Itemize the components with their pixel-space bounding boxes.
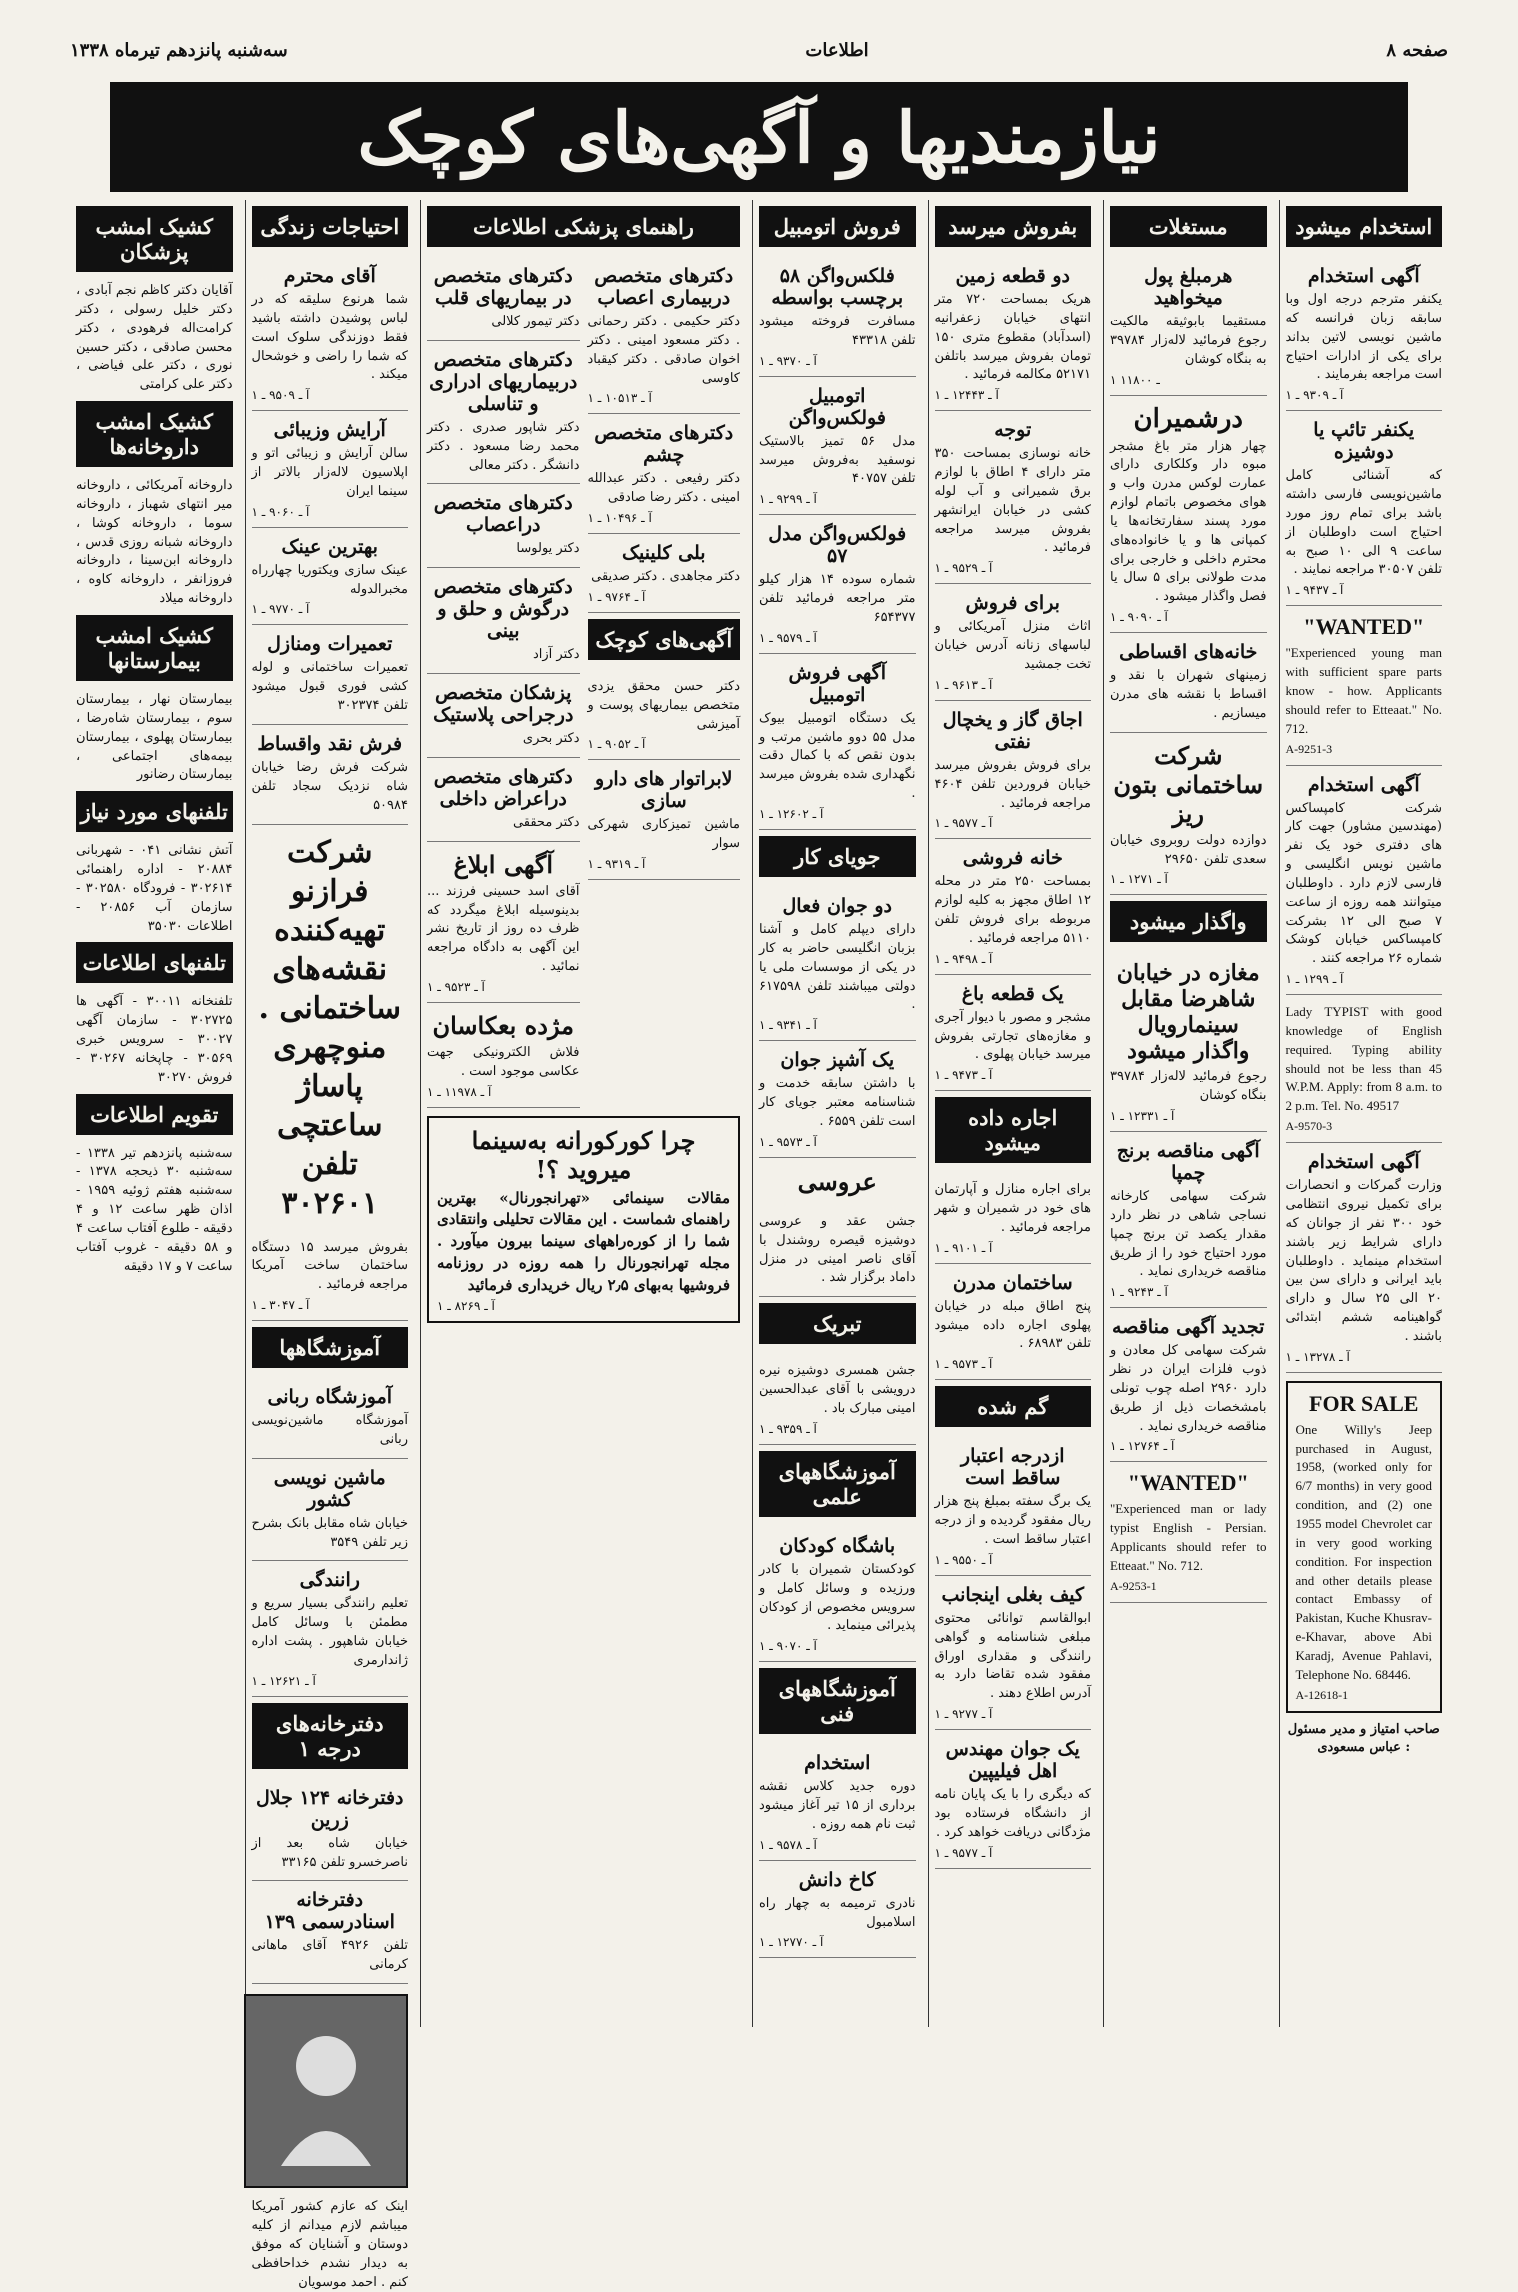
ad-code: A-12618-1 (1295, 1687, 1349, 1702)
ad-code: آ ـ ۹۴۳۷ ـ ۱ (1285, 583, 1344, 598)
ad (252, 1779, 409, 1882)
ad-code: آ ـ ۱۲۶۲۱ ـ ۱ (251, 1673, 316, 1688)
ad-text: شرکت سهامی کل معادن و ذوب فلزات ایران در نظر دارد ۲۹۶۰ اصله چوب تونلی بامشخصات ذیل از طریق مناقصه خریداری نماید . (1110, 1343, 1267, 1434)
ad-title: دکترهای متخصص دراعراض داخلی (433, 765, 573, 810)
section-header: کشیک امشب بیمارستانها (76, 615, 233, 681)
ad-text: دوره جدید کلاس نقشه برداری از ۱۵ تیر آغاز میشود ثبت نام همه روزه . (759, 1779, 916, 1832)
ad-text: وزارت گمرکات و انحصارات برای تکمیل نیروی انتظامی خود ۳۰۰ نفر از جوانان که دارای شرایط زیر باشند استخدام مینماید . داوطلبان باید ایرانی و دارای سن بین ۲۰ الی ۲۵ سال و دارای گواهینامه ششم ابتدائی باشند . (1285, 1178, 1442, 1344)
ad-text: هریک بمساحت ۷۲۰ متر انتهای خیابان زعفرانیه (اسدآباد) مقطوع متری ۱۵۰ تومان بفروش میرسد باتلفن ۵۲۱۷۱ مکالمه فرمائید . (934, 292, 1091, 383)
ad (427, 341, 580, 485)
ad-text: اثاث منزل آمریکائی و لباسهای زنانه آدرس خیابان تخت جمشید (934, 619, 1091, 672)
ad-title: آگهی مناقصه برنج چمپا (1116, 1140, 1260, 1185)
ad-title: تعمیرات ومنازل (267, 633, 393, 656)
photo-caption: اینک که عازم کشور آمریکا میباشم لازم میدانم از کلیه دوستان و آشنایان که موفق به دیدار نشدم خداحافظی کنم . احمد موسویان (251, 2199, 408, 2290)
ad-code: آ ـ ۱۰۴۹۶ ـ ۱ (587, 511, 652, 526)
ad-text: که دیگری را با یک پایان نامه از دانشگاه فرستاده بود مژدگانی دریافت خواهد کرد . (934, 1787, 1091, 1840)
column-life-needs (245, 200, 415, 2290)
ad-text: ابوالقاسم توانائی محتوی مبلغی شناسنامه و گواهی رانندگی و مقداری اوراق مفقود شده تقاضا دارد به آدرس اطلاع دهند . (934, 1610, 1091, 1702)
section-header: کشیک امشب داروخانه‌ها (76, 401, 233, 467)
ad-code: آ ـ ۳۰۴۷ ـ ۱ (251, 1298, 310, 1313)
ad-code: آ ـ ۱۲۴۴۳ ـ ۱ (934, 388, 999, 403)
ad-text: دکتر حکیمی . دکتر رحمانی . دکتر مسعود امینی . دکتر اخوان صادقی . دکتر کیقباد کاوسی (587, 314, 740, 386)
ad (1110, 733, 1267, 896)
ad-title: FOR SALE (1309, 1390, 1419, 1416)
ad-title: "WANTED" (1303, 614, 1425, 640)
ad-title: دفترخانه ۱۲۴ جلال زرین (255, 1786, 404, 1831)
medical-left (427, 257, 580, 1108)
ad-text: دکتر حسن محقق یزدی متخصص بیماریهای پوست و آمیزشی (587, 678, 740, 732)
portrait-photo (244, 1994, 408, 2188)
ad (588, 670, 741, 761)
publisher-footer: صاحب امتیاز و مدیر مسئول : عباس مسعودی (1287, 1721, 1440, 1756)
ad (759, 1354, 916, 1445)
ad (759, 887, 916, 1041)
ad-code: آ ـ ۹۵۲۹ ـ ۱ (934, 561, 993, 576)
ad-text: تعمیرات ساختمانی و لوله کشی فوری قبول میشود تلفن ۳۰۲۳۷۴ (251, 660, 408, 714)
ad (588, 257, 741, 414)
ad-code: آ ـ ۸۲۶۹ ـ ۱ (437, 1299, 495, 1314)
ad-code: A-9570-3 (1285, 1119, 1333, 1134)
ad-code: آ ـ ۹۳۱۹ ـ ۱ (587, 857, 646, 872)
column-header: راهنمای پزشکی اطلاعات (427, 206, 740, 247)
ad-code: آ ـ ۹۵۰۹ ـ ۱ (251, 388, 310, 403)
ad-code: آ ـ ۹۵۲۳ ـ ۱ (427, 979, 485, 994)
ad (252, 625, 409, 725)
ad-title: فرش نقد واقساط (257, 732, 403, 755)
ad-text: مقالات سینمائی «تهرانجورنال» بهترین راهنمای شماست . این مقالات تحلیلی وانتقادی شما را از کوره‌راههای سینما بیرون میآورد . مجله تهرانجورنال را همه روزه در روزنامه فروشیها به‌بهای ۲٫۵ ریال خریداری فرمائید (437, 1188, 730, 1294)
ad (1110, 633, 1267, 733)
ad-code: آ ـ ۹۰۵۲ ـ ۱ (587, 737, 646, 752)
ad-title: فولکس‌واگن مدل ۵۷ (768, 523, 907, 568)
ad-title: درشمیران (1133, 403, 1243, 434)
ad-code: آ ـ ۹۵۷۳ ـ ۱ (934, 1357, 993, 1372)
ad-code: آ ـ ۹۴۷۳ ـ ۱ (934, 1068, 993, 1083)
ad-code: آ ـ ۱۲۷۶۴ ـ ۱ (1110, 1439, 1175, 1454)
ad (252, 1459, 409, 1562)
ad-title: ماشین نویسی کشور (273, 1466, 386, 1511)
ad-title: توجه (994, 419, 1032, 442)
ad (935, 975, 1092, 1092)
ad-title: اجاق گاز و یخچال نفتی (942, 708, 1083, 753)
ad-text: دکتر رفیعی . دکتر عبدالله امینی . دکتر رضا صادقی (587, 471, 740, 506)
ad-text: دکتر محققی (512, 814, 580, 830)
ad (588, 414, 741, 534)
ad-code: ۱ ـ ۱۱۸۰۰ (1110, 372, 1160, 387)
ad-text: دکتر آزاد (533, 647, 580, 663)
hospitals-on-duty: بیمارستان نهار ، بیمارستان سوم ، بیمارستان شاه‌رضا ، بیمارستان پهلوی ، بیمارستان بیمه‌های اجتماعی ، بیمارستان رضانور (76, 691, 233, 783)
ad-code: آ ـ ۹۵۷۷ ـ ۱ (934, 1845, 993, 1860)
ad-code: آ ـ ۱۲۷۱ ـ ۱ (1110, 872, 1168, 887)
ad-text: مستقیما بابوثیقه مالکیت رجوع فرمائید لاله‌زار ۳۹۷۸۴ به بنگاه کوشان (1110, 314, 1267, 367)
ad-title: یک آشپز جوان (780, 1049, 895, 1072)
ad-title: دکترهای متخصص دراعصاب (433, 492, 573, 537)
ad (427, 758, 580, 842)
ad-title: یکنفر تائپ یا دوشیزه (1313, 419, 1415, 464)
ad-code: آ ـ ۹۳۰۹ ـ ۱ (1285, 388, 1344, 403)
ad-text: که آشنائی کامل ماشین‌نویسی فارسی داشته باشد برای تمام روز مورد احتیاج است داوطلبان از ساعت ۹ الی ۱۰ صبح به تلفن ۳۰۵۰۷ مراجعه نمایند . (1285, 468, 1442, 578)
ad-title: آرایش وزیبائی (273, 419, 386, 442)
medical-grid (427, 257, 740, 1108)
big-ad: شرکت فرازنو تهیه‌کننده نقشه‌های ساختمانی . منوچهری پاساژ ساعتچی تلفن ۳۰۲۶۰۱ (258, 834, 402, 1221)
paper-name: اطلاعات (805, 39, 869, 61)
useful-phones: آتش نشانی ۰۴۱ - شهربانی ۲۰۸۸۴ - اداره راهنمائی ۳۰۲۶۱۴ - فرودگاه ۳۰۲۵۸۰ - سازمان آب ۲۰۸۵۶ - اطلاعات ۳۵۰۳۰ (76, 843, 233, 934)
calendar: سه‌شنبه پانزدهم تیر ۱۳۳۸ - سه‌شنبه ۳۰ ذیحجه ۱۳۷۸ - سه‌شنبه هفتم ژوئیه ۱۹۵۹ - اذان ظهر ساعت ۱۲ و ۴ دقیقه - طلوع آفتاب ساعت ۴ و ۵۸ دقیقه - غروب آفتاب ساعت ۷ و ۱۷ دقیقه (76, 1145, 233, 1274)
ad (427, 674, 580, 758)
ad-title: خانه‌های اقساطی (1119, 641, 1258, 664)
ad-text: شرکت فرش رضا خیابان شاه نزدیک سجاد تلفن ۵۰۹۸۴ (251, 759, 408, 813)
ad-text: مدل ۵۶ تمیز بالاستیک نوسفید به‌فروش میرسد تلفن ۴۰۷۵۷ (759, 433, 916, 487)
ad-code: آ ـ ۹۳۵۹ ـ ۱ (759, 1421, 817, 1436)
ad-title: بلی کلینیک (621, 542, 706, 565)
ad-title: مغازه در خیابان شاهرضا مقابل سینمارویال واگذار میشود (1116, 960, 1260, 1065)
ad-text: شماره سوده ۱۴ هزار کیلو متر مراجعه فرمائید تلفن ۶۵۴۳۷۷ (759, 572, 916, 625)
ad (759, 1527, 916, 1662)
ad-title: دو قطعه زمین (955, 265, 1070, 287)
ad (252, 528, 409, 626)
ad-title: باشگاه کودکان (779, 1534, 896, 1557)
ad-code: A-9253-1 (1110, 1578, 1157, 1593)
ad-title: برای فروش (965, 592, 1060, 615)
ad-code: آ ـ ۱۰۵۱۳ ـ ۱ (587, 391, 652, 406)
column-header: بفروش میرسد (935, 206, 1092, 247)
ad (252, 1881, 409, 1984)
ad (252, 1378, 409, 1459)
ad (935, 701, 1092, 840)
ad-code: آ ـ ۹۲۹۹ ـ ۱ (759, 492, 817, 507)
ad (1286, 411, 1443, 606)
ad-text: تعلیم رانندگی بسیار سریع و مطمئن با وسائل کامل خیابان شاهپور . پشت اداره ژاندارمری (251, 1596, 408, 1668)
ad-title: "WANTED" (1127, 1470, 1249, 1496)
ad (1110, 396, 1267, 634)
ad (252, 411, 409, 528)
ad-text: کودکستان شمیران با کادر ورزیده و وسائل کامل و سرویس مخصوص از کودکان پذیرائی مینماید . (759, 1561, 916, 1634)
ad-title: آقای محترم (283, 265, 376, 287)
ad-title: دکترهای متخصص درگوش و حلق و بینی (433, 576, 573, 643)
ad-code: آ ـ ۹۳۷۰ ـ ۱ (759, 353, 817, 368)
ad-title: لابراتوار های دارو سازی (595, 768, 733, 813)
ad (1286, 766, 1443, 996)
ad-title: آگهی ابلاغ (453, 849, 553, 879)
ad-text: فلاش الکترونیکی جهت عکاسی موجود است . (427, 1044, 580, 1079)
masthead: نیازمندیها و آگهی‌های کوچک (110, 82, 1408, 192)
ad-text: آقای اسد حسینی فرزند ... بدینوسیله ابلاغ میگردد که ظرف ده روز از تاریخ نشر این آگهی به دادگاه مراجعه نمائید . (427, 883, 580, 975)
ad (252, 1561, 409, 1696)
ad-code: آ ـ ۹۵۵۰ ـ ۱ (934, 1552, 993, 1567)
ad (935, 1264, 1092, 1381)
ad-text: دکتر مجاهدی . دکتر صدیقی (591, 569, 740, 585)
ad (759, 1861, 916, 1959)
ad-title: فلکس‌واگن ۵۸ برچسب بواسطه (771, 265, 904, 309)
ad-text: سالن آرایش و زیبائی اتو و اپلاسیون لاله‌زار بالاتر از سینما ایران (251, 446, 408, 499)
page-header (70, 30, 1448, 70)
section-header: تبریک (759, 1303, 916, 1344)
ad-code: آ ـ ۹۲۴۳ ـ ۱ (1110, 1285, 1168, 1300)
ad-title: آگهی استخدام (1307, 265, 1420, 287)
ad (935, 411, 1092, 584)
ad-code: آ ـ ۹۵۷۳ ـ ۱ (759, 1134, 817, 1149)
ad-title: آموزشگاه ربانی (267, 1386, 393, 1409)
ad (427, 568, 580, 674)
ad-text: شرکت کامپساکس (مهندسین مشاور) جهت کار های دفتری خود یک نفر ماشین نویس انگلیسی و فارسی لازم دارد . داوطلبان میتوانند همه روزه از ساعت ۷ صبح الی ۱۲ بشرکت کامپساکس خیابان کوشک شماره ۲۶ مراجعه کنند . (1285, 800, 1442, 967)
column-header: استخدام میشود (1286, 206, 1443, 247)
ad-text: دوازده دولت روبروی خیابان سعدی تلفن ۲۹۶۵۰ (1110, 832, 1267, 867)
columns (70, 200, 1448, 2290)
ad-code: آ ـ ۱۳۲۷۸ ـ ۱ (1285, 1349, 1350, 1364)
ad-code: آ ـ ۱۲۶۰۲ ـ ۱ (759, 806, 824, 821)
ad-text: زمینهای شهران با نقد و اقساط با نقشه های مدرن میسازیم . (1110, 668, 1267, 721)
section-header: اجاره داده میشود (935, 1097, 1092, 1163)
ad-title: دکترهای متخصص دربیماریهای ادراری و تناسلی (429, 348, 578, 415)
ad-title: هرمبلغ پول میخواهید (1144, 265, 1233, 309)
medical-right (588, 257, 741, 1108)
ad (1110, 257, 1267, 396)
ad-title: مژده بعکاسان (432, 1010, 575, 1040)
ad (252, 257, 409, 411)
ad (588, 534, 741, 613)
section-header: تقویم اطلاعات (76, 1094, 233, 1135)
ad-text: بمساحت ۲۵۰ متر در محله ۱۲ اطاق مجهز به کلیه لوازم مربوطه برای فروش تلفن ۵۱۱۰ مراجعه فرمائید . (934, 874, 1091, 946)
ad-code: آ ـ ۹۰۹۰ ـ ۱ (1110, 610, 1168, 625)
ad-code: آ ـ ۹۵۷۷ ـ ۱ (934, 816, 993, 831)
ad-text: دارای دیپلم کامل و آشنا بزبان انگلیسی حاضر به کار در یکی از موسسات ملی یا دولتی میباشند تلفن ۶۱۷۵۹۸ . (759, 921, 916, 1013)
column-real-estate (1103, 200, 1273, 2027)
ad (759, 1205, 916, 1297)
ad-title: دکترهای متخصص چشم (594, 422, 734, 467)
ad-text: نادری ترمیمه به چهار راه اسلامبول (759, 1895, 916, 1930)
ad-title: ازدرجه اعتبار ساقط است (960, 1445, 1065, 1490)
ad-title: شرکت ساختمانی بتون ریز (1113, 740, 1264, 828)
ad-text: One Willy's Jeep purchased in August, 1958, (worked only for 6/7 months) in very good condition, and (2) one 1955 model Chevrolet car in very good working condition. For inspection and other details please contact Embassy of Pakistan, Kuche Khusrav-e-Khavar, above Abi Karadj, Avenue Pahlavi, Telephone No. 68446. (1295, 1421, 1432, 1682)
ad (427, 842, 580, 1003)
ad (1110, 952, 1267, 1132)
ad-code: آ ـ ۹۲۷۷ ـ ۱ (934, 1707, 993, 1722)
ettelaat-phones: تلفنخانه ۳۰۰۱۱ - آگهی ها ۳۰۲۷۲۵ - سازمان آگهی ۳۰۰۲۷ - سرویس خبری ۳۰۵۶۹ - چاپخانه ۳۰۲۶۷ - فروش ۳۰۲۷۰ (76, 994, 233, 1085)
ad-title: کاخ دانش (798, 1868, 876, 1891)
ad-text: برای اجاره منازل و آپارتمان های خود در شمیران و شهر مراجعه فرمائید . (934, 1182, 1091, 1235)
ad-title: آگهی استخدام (1307, 773, 1420, 796)
column-medical (420, 200, 746, 2027)
ad (1286, 257, 1443, 411)
ad-text: Lady TYPIST with good knowledge of English required. Typing ability should not be less than 45 W.P.M. Apply: from 8 a.m. to 2 p.m. Tel. No. 49517 (1285, 1004, 1442, 1114)
ad-text: رجوع فرمائید لاله‌زار ۳۹۷۸۴ بنگاه کوشان (1110, 1069, 1267, 1104)
ad-title: یک جوان مهندس اهل فیلیپین (945, 1738, 1080, 1783)
ad-text: مسافرت فروخته میشود تلفن ۴۳۳۱۸ (759, 314, 916, 348)
ad-code: آ ـ ۹۵۷۹ ـ ۱ (759, 630, 817, 645)
english-ad (1286, 606, 1443, 765)
ad-text: جشن همسری دوشیزه نیره درویشی با آقای عبدالحسین امینی مبارک باد . (759, 1363, 916, 1416)
column-hiring (1279, 200, 1449, 2027)
ad-title: دکترهای متخصص در بیماریهای قلب (433, 265, 573, 309)
ad-title: چرا کورکورانه به‌سینما میروید ؟! (471, 1125, 696, 1184)
ad (935, 839, 1092, 974)
column-header: احتیاجات زندگی (252, 206, 409, 247)
ad-text: دکتر شاپور صدری . دکتر محمد رضا مسعود . دکتر دانشگر . دکتر معالی (427, 419, 580, 473)
page-number: صفحه ۸ (1386, 39, 1448, 61)
ad-text: "Experienced man or lady typist English - Persian. Applicants should refer to Etteaat." No. 712. (1110, 1501, 1267, 1573)
ad-code: آ ـ ۱۲۷۷۰ ـ ۱ (759, 1935, 824, 1950)
ad-code: آ ـ ۱۲۹۹ ـ ۱ (1285, 972, 1344, 987)
ad-code: آ ـ ۹۴۹۸ ـ ۱ (934, 951, 993, 966)
ad-title: آگهی استخدام (1307, 1151, 1420, 1174)
ad (935, 1437, 1092, 1576)
ad-title: دو جوان فعال (782, 894, 892, 917)
ad-title: دکترهای متخصص دربیماری اعصاب (594, 265, 734, 309)
ad (588, 760, 741, 880)
ad-text: دکتر یولوسا (516, 541, 580, 557)
section-header: آموزشگاهها (252, 1327, 409, 1368)
ad-code: آ ـ ۹۶۱۳ ـ ۱ (934, 677, 993, 692)
ad (759, 257, 916, 377)
ad-text: خانه نوسازی بمساحت ۳۵۰ متر دارای ۴ اطاق با لوازم برق شمیرانی و آب لوله کشی در خیابان ایرانشهر بفروش میرسد مراجعه فرمائید . (934, 446, 1091, 556)
person-icon (271, 2016, 381, 2166)
ad-text: تلفن ۴۹۲۶ آقای ماهانی کرمانی (251, 1938, 409, 1973)
english-ad (1110, 1462, 1267, 1602)
page-date: سه‌شنبه پانزدهم تیرماه ۱۳۳۸ (70, 39, 288, 61)
ad-code: آ ـ ۹۱۰۱ ـ ۱ (934, 1240, 993, 1255)
section-header: آموزشگاههای فنی (759, 1668, 916, 1734)
section-header: گم شده (935, 1386, 1092, 1427)
ad-text: پنج اطاق مبله در خیابان پهلوی اجاره داده میشود تلفن ۶۸۹۸۳ . (934, 1298, 1091, 1352)
ad-text: عینک سازی ویکتوریا چهارراه مخبرالدوله (251, 562, 408, 597)
ad (759, 377, 916, 516)
ad (427, 484, 580, 568)
ad (759, 654, 916, 830)
section-header: واگذار میشود (1110, 901, 1267, 942)
ad-code: آ ـ ۱۲۳۳۱ ـ ۱ (1110, 1109, 1175, 1124)
ad-text: برای فروش بفروش میرسد خیابان فروردین تلفن ۴۶۰۴ مراجعه فرمائید . (934, 757, 1091, 811)
ad-title: اتومبیل فولکس‌واگن (788, 384, 886, 429)
ad-text: مشجر و مصور با دیوار آجری و مغازه‌های تجارتی بفروش میرسد خیابان پهلوی . (934, 1009, 1091, 1063)
ad (759, 1041, 916, 1158)
ad (935, 257, 1092, 411)
ad (252, 725, 409, 825)
english-ad (1286, 995, 1443, 1143)
ad-title: پزشکان متخصص درجراحی پلاستیک (433, 682, 574, 727)
ad-text: آموزشگاه ماشین‌نویسی ربانی (251, 1413, 408, 1447)
ad-text: شرکت سهامی کارخانه نساجی شاهی در نظر دارد مقدار یکصد تن برنج چمپا مورد احتیاج خود را از طریق مناقصه خریداری نماید . (1110, 1189, 1267, 1280)
column-header: فروش اتومبیل (759, 206, 916, 247)
ad-code: A-9251-3 (1285, 741, 1333, 756)
ad-text: "Experienced young man with sufficient spare parts know - how. Applicants should refer to Etteaat." No. 712. (1285, 645, 1442, 736)
ad (427, 257, 580, 341)
ad-text: با داشتن سابقه خدمت و شناسنامه معتبر جویای کار است تلفن ۶۵۵۹ . (759, 1076, 916, 1129)
ad-code: آ ـ ۹۷۶۴ ـ ۱ (587, 589, 646, 604)
section-header: جویای کار (759, 836, 916, 877)
ad-code: آ ـ ۹۳۴۱ ـ ۱ (759, 1018, 817, 1033)
ad (935, 584, 1092, 701)
section-title: عروسی (797, 1166, 877, 1196)
ad-title: رانندگی (299, 1569, 360, 1592)
ad (935, 1173, 1092, 1264)
doctors-on-duty: آقایان دکتر کاظم نجم آبادی ، دکتر خلیل رسولی ، دکتر کرامت‌اله فرهودی ، دکتر محسن صادقی ، دکتر حسین نوری ، دکتر علی فیاضی ، دکتر علی کرامتی (76, 283, 233, 393)
ad-title: ساختمان مدرن (952, 1271, 1073, 1294)
ad-code: آ ـ ۹۰۶۰ ـ ۱ (251, 504, 310, 519)
ad-title: تجدید آگهی مناقصه (1112, 1316, 1265, 1339)
ad-text: شما هرنوع سلیقه که در لباس پوشیدن داشته باشید فقط دوزندگی سلوک است که شما را راضی و خوشحال میکند . (251, 292, 408, 383)
ad (1110, 1132, 1267, 1308)
section-header: تلفنهای مورد نیاز (76, 791, 233, 832)
pharmacies-on-duty: داروخانه آمریکائی ، داروخانه میر انتهای شهباز ، داروخانه سوما ، داروخانه کوشا ، داروخانه شبانه روزی قدس ، داروخانه ابن‌سینا ، داروخانه فروزانفر ، داروخانه کاوه ، داروخانه میلاد (76, 478, 233, 607)
ad-text: خیابان شاه مقابل بانک بشرح زیر تلفن ۳۵۴۹ (251, 1515, 408, 1550)
ad-title: خانه فروشی (962, 847, 1063, 870)
ad-text: بفروش میرسد ۱۵ دستگاه ساختمان ساخت آمریکا مراجعه فرمائید . (251, 1239, 408, 1293)
ad (252, 1231, 409, 1322)
ad-text: یک برگ سفته بمبلغ پنج هزار ریال مفقود گردیده و از درجه اعتبار ساقط است . (934, 1494, 1091, 1547)
ad (759, 1744, 916, 1861)
ad-title: آگهی فروش اتومبیل (788, 661, 886, 706)
ad-code: آ ـ ۹۵۷۸ ـ ۱ (759, 1837, 817, 1852)
ad-text: دکتر بحری (522, 731, 580, 747)
ad-title: استخدام (804, 1752, 871, 1775)
ad (935, 1576, 1092, 1730)
cinema-ad (427, 1116, 740, 1324)
column-header: کشیک امشب پزشکان (76, 206, 233, 272)
ad (1286, 1143, 1443, 1373)
ad (427, 1003, 580, 1108)
section-header: آموزشگاههای علمی (759, 1451, 916, 1517)
ad-title: بهترین عینک (281, 535, 378, 558)
ad-title: کیف بغلی اینجانب (941, 1583, 1085, 1606)
ad-code: آ ـ ۹۰۷۰ ـ ۱ (759, 1639, 817, 1654)
for-sale-ad (1286, 1381, 1443, 1713)
ad-text: یکنفر مترجم درجه اول وبا سابقه زبان فرانسه که ماشین نویسی لاتین بداند برای یکی از ادارات احتیاج است مراجعه بفرمایند . (1285, 292, 1442, 383)
ad-code: آ ـ ۹۷۷۰ ـ ۱ (251, 602, 310, 617)
ad-text: جشن عقد و عروسی دوشیزه قیصره روشندل با آقای ناصر امینی در منزل داماد برگزار شد . (759, 1213, 916, 1286)
ad-text: دکتر تیمور کلالی (491, 314, 580, 329)
ad (1110, 1308, 1267, 1462)
section-header: تلفنهای اطلاعات (76, 942, 233, 983)
ad-text: ماشین تمیزکاری شهرکی سوار (587, 817, 740, 852)
ad-code: آ ـ ۱۱۹۷۸ ـ ۱ (427, 1084, 492, 1099)
section-header: آگهی‌های کوچک (588, 619, 741, 660)
column-for-sale (928, 200, 1098, 2027)
ad-title: یک قطعه باغ (961, 982, 1064, 1005)
ad-text: خیابان شاه بعد از ناصرخسرو تلفن ۳۳۱۶۵ (251, 1835, 408, 1870)
section-header: دفترخانه‌های درجه ۱ (252, 1703, 409, 1769)
column-on-duty (70, 200, 239, 2027)
ad-text: چهار هزار متر باغ مشجر مبوه دار وکلکاری دارای عمارت لوکس مدرن واب و هوای مخصوص باتمام لوازم مورد پسند سفارتخانه‌ها یا کمپانی ها و یا خانواده‌های محترم داخلی و خارجی برای مدت طولانی برای ۵ سال یا فصل واگذار میشود . (1110, 438, 1267, 605)
ad (935, 1730, 1092, 1869)
ad (759, 515, 916, 654)
column-cars (752, 200, 922, 2027)
ad-text: یک دستگاه اتومبیل بیوک مدل ۵۵ دوو ماشین مرتب و بدون نقص که با کمال دقت نگهداری شده بفروش میرسد . (759, 710, 916, 802)
column-header: مستغلات (1110, 206, 1267, 247)
ad-title: دفترخانه اسنادرسمی ۱۳۹ (264, 1889, 395, 1934)
